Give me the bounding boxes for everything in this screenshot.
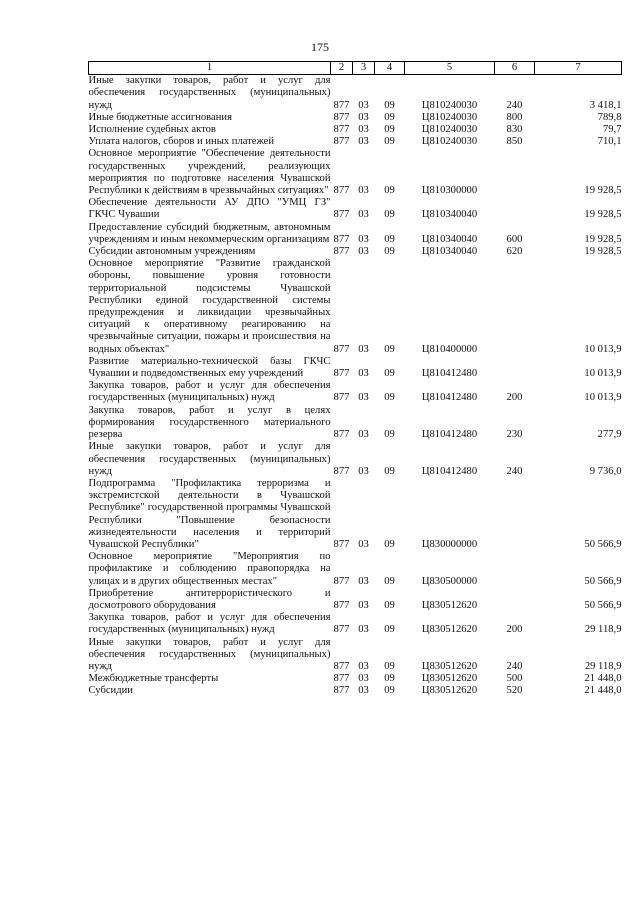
subsection-code: 09 [384, 465, 395, 477]
subsection-code: 09 [384, 624, 395, 636]
section-code: 03 [358, 233, 369, 245]
expense-type-code [495, 588, 535, 612]
expense-type-code [495, 551, 535, 588]
subsection-code: 09 [384, 136, 395, 148]
section-code: 03 [358, 429, 369, 441]
table-row [89, 441, 622, 478]
target-article-code: Ц810412480 [421, 368, 478, 380]
header-col-3: 3 [353, 62, 375, 75]
section-code: 03 [358, 673, 369, 685]
expense-type-code: 520 [506, 685, 523, 697]
target-article-code: Ц810340040 [421, 233, 478, 245]
table-row [89, 673, 622, 685]
target-article-code: Ц830512620 [421, 624, 478, 636]
section-code: 03 [358, 246, 369, 258]
target-article-code: Ц810240030 [421, 136, 478, 148]
section-code: 03 [358, 99, 369, 111]
table-row [89, 612, 622, 636]
amount: 50 566,9 [584, 575, 622, 587]
row-name: Иные закупки товаров, работ и услуг для обеспечения государственных (муниципальных) нужд [88, 75, 331, 111]
amount: 10 013,9 [584, 368, 622, 380]
header-col-7: 7 [535, 62, 622, 75]
row-name: Иные закупки товаров, работ и услуг для обеспечения государственных (муниципальных) нужд [88, 441, 331, 477]
table-row [89, 478, 622, 551]
table-row [89, 136, 622, 148]
ministry-code: 877 [333, 368, 350, 380]
table-row [89, 405, 622, 442]
amount: 3 418,1 [589, 99, 622, 111]
subsection-code: 09 [384, 599, 395, 611]
table-row [89, 75, 622, 112]
amount: 9 736,0 [589, 465, 622, 477]
ministry-code: 877 [333, 575, 350, 587]
expense-type-code: 600 [506, 233, 523, 245]
expense-type-code: 800 [506, 111, 523, 123]
expense-type-code: 500 [506, 673, 523, 685]
target-article-code: Ц810412480 [421, 465, 478, 477]
section-code: 03 [358, 209, 369, 221]
section-code: 03 [358, 685, 369, 697]
table-row [89, 258, 622, 356]
target-article-code: Ц810240030 [421, 124, 478, 136]
table-header [89, 62, 622, 75]
ministry-code: 877 [333, 99, 350, 111]
ministry-code: 877 [333, 209, 350, 221]
section-code: 03 [358, 136, 369, 148]
header-col-2: 2 [331, 62, 353, 75]
target-article-code: Ц810300000 [421, 185, 478, 197]
row-name: Закупка товаров, работ и услуг для обеспечения государственных (муниципальных) нужд [88, 612, 331, 636]
expense-type-code: 240 [506, 660, 523, 672]
table-row [89, 124, 622, 136]
header-col-5: 5 [405, 62, 495, 75]
ministry-code: 877 [333, 685, 350, 697]
header-col-6: 6 [495, 62, 535, 75]
table-body [89, 75, 622, 698]
row-name: Обеспечение деятельности АУ ДПО "УМЦ ГЗ" ГКЧС Чувашии [88, 197, 331, 221]
subsection-code: 09 [384, 233, 395, 245]
table-row [89, 112, 622, 124]
target-article-code: Ц810412480 [421, 392, 478, 404]
section-code: 03 [358, 575, 369, 587]
subsection-code: 09 [384, 99, 395, 111]
target-article-code: Ц830512620 [421, 673, 478, 685]
subsection-code: 09 [384, 660, 395, 672]
ministry-code: 877 [333, 136, 350, 148]
table-row [89, 222, 622, 246]
ministry-code: 877 [333, 111, 350, 123]
target-article-code: Ц810400000 [421, 343, 478, 355]
amount: 10 013,9 [584, 392, 622, 404]
expense-type-code: 830 [506, 124, 523, 136]
subsection-code: 09 [384, 429, 395, 441]
table-row [89, 551, 622, 588]
expense-type-code [495, 197, 535, 221]
subsection-code: 09 [384, 685, 395, 697]
expense-type-code [495, 148, 535, 197]
row-name: Иные закупки товаров, работ и услуг для обеспечения государственных (муниципальных) нужд [88, 636, 331, 672]
section-code: 03 [358, 368, 369, 380]
row-name: Исполнение судебных актов [88, 124, 216, 136]
amount: 21 448,0 [584, 673, 622, 685]
subsection-code: 09 [384, 392, 395, 404]
ministry-code: 877 [333, 392, 350, 404]
row-name: Уплата налогов, сборов и иных платежей [88, 136, 275, 148]
ministry-code: 877 [333, 538, 350, 550]
table-row [89, 588, 622, 612]
row-name: Подпрограмма "Профилактика терроризма и экстремистской деятельности в Чувашской Республике" государственной программы Чувашской Республики "Повышение безопасности жизнедеятельности населения и территорий Чувашской Республики" [88, 477, 331, 550]
table-row [89, 637, 622, 674]
subsection-code: 09 [384, 246, 395, 258]
section-code: 03 [358, 392, 369, 404]
expense-type-code: 240 [506, 99, 523, 111]
header-col-4: 4 [375, 62, 405, 75]
ministry-code: 877 [333, 624, 350, 636]
table-row [89, 356, 622, 380]
amount: 29 118,9 [584, 624, 622, 636]
target-article-code: Ц830512620 [421, 685, 478, 697]
section-code: 03 [358, 111, 369, 123]
expense-type-code: 200 [506, 392, 523, 404]
section-code: 03 [358, 185, 369, 197]
ministry-code: 877 [333, 124, 350, 136]
section-code: 03 [358, 660, 369, 672]
amount: 50 566,9 [584, 599, 622, 611]
row-name: Приобретение антитеррористического и досмотрового оборудования [88, 587, 331, 611]
expense-type-code: 240 [506, 465, 523, 477]
subsection-code: 09 [384, 368, 395, 380]
expense-type-code: 230 [506, 429, 523, 441]
amount: 29 118,9 [584, 660, 622, 672]
subsection-code: 09 [384, 124, 395, 136]
target-article-code: Ц810340040 [421, 209, 478, 221]
amount: 710,1 [597, 136, 622, 148]
table-row [89, 380, 622, 404]
expense-type-code [495, 478, 535, 551]
amount: 19 928,5 [584, 185, 622, 197]
ministry-code: 877 [333, 465, 350, 477]
header-row [89, 62, 622, 75]
amount: 277,9 [597, 429, 622, 441]
row-name: Основное мероприятие "Обеспечение деятельности государственных учреждений, реализующих мероприятия по подготовке населения Чувашской Республики к действиям в чрезвычайных ситуациях" [88, 148, 331, 197]
ministry-code: 877 [333, 429, 350, 441]
expense-type-code: 620 [506, 246, 523, 258]
amount: 19 928,5 [584, 233, 622, 245]
amount: 79,7 [602, 124, 622, 136]
section-code: 03 [358, 124, 369, 136]
ministry-code: 877 [333, 673, 350, 685]
ministry-code: 877 [333, 233, 350, 245]
amount: 19 928,5 [584, 209, 622, 221]
expense-type-code: 850 [506, 136, 523, 148]
target-article-code: Ц810340040 [421, 246, 478, 258]
target-article-code: Ц810240030 [421, 111, 478, 123]
ministry-code: 877 [333, 185, 350, 197]
subsection-code: 09 [384, 343, 395, 355]
subsection-code: 09 [384, 538, 395, 550]
ministry-code: 877 [333, 343, 350, 355]
amount: 19 928,5 [584, 246, 622, 258]
row-name: Субсидии автономным учреждениям [88, 246, 256, 258]
row-name: Предоставление субсидий бюджетным, автономным учреждениям и иным некоммерческим организациям [88, 221, 331, 245]
subsection-code: 09 [384, 185, 395, 197]
amount: 789,8 [597, 111, 622, 123]
amount: 21 448,0 [584, 685, 622, 697]
target-article-code: Ц830512620 [421, 660, 478, 672]
section-code: 03 [358, 624, 369, 636]
header-col-1: 1 [89, 62, 331, 75]
row-name: Основное мероприятие "Мероприятия по профилактике и соблюдению правопорядка на улицах и в других общественных местах" [88, 551, 331, 587]
expense-type-code [495, 356, 535, 380]
table-row [89, 685, 622, 697]
amount: 10 013,9 [584, 343, 622, 355]
subsection-code: 09 [384, 209, 395, 221]
row-name: Субсидии [88, 685, 133, 697]
expense-type-code [495, 258, 535, 356]
expense-type-code: 200 [506, 624, 523, 636]
ministry-code: 877 [333, 599, 350, 611]
amount: 50 566,9 [584, 538, 622, 550]
budget-table [88, 61, 622, 698]
section-code: 03 [358, 538, 369, 550]
target-article-code: Ц830512620 [421, 599, 478, 611]
row-name: Закупка товаров, работ и услуг для обеспечения государственных (муниципальных) нужд [88, 380, 331, 404]
subsection-code: 09 [384, 673, 395, 685]
subsection-code: 09 [384, 575, 395, 587]
page-number: 175 [311, 40, 329, 54]
row-name: Развитие материально-технической базы ГКЧС Чувашии и подведомственных ему учреждений [88, 355, 331, 380]
subsection-code: 09 [384, 111, 395, 123]
table-row [89, 197, 622, 221]
table-row [89, 148, 622, 197]
section-code: 03 [358, 599, 369, 611]
section-code: 03 [358, 465, 369, 477]
target-article-code: Ц810412480 [421, 429, 478, 441]
row-name: Основное мероприятие "Развитие гражданской обороны, повышение уровня готовности территориальной подсистемы Чувашской Республики единой государственной системы предупреждения и ликвидации чрезвычайных ситуаций к оперативному реагированию на чрезвычайные ситуации, пожары и происшествия на водных объектах" [88, 258, 331, 355]
target-article-code: Ц830000000 [421, 538, 478, 550]
section-code: 03 [358, 343, 369, 355]
ministry-code: 877 [333, 246, 350, 258]
target-article-code: Ц810240030 [421, 99, 478, 111]
row-name: Иные бюджетные ассигнования [88, 111, 232, 123]
row-name: Межбюджетные трансферты [88, 673, 219, 685]
ministry-code: 877 [333, 660, 350, 672]
table-row [89, 246, 622, 258]
row-name: Закупка товаров, работ и услуг в целях формирования государственного материального резерва [88, 404, 331, 441]
target-article-code: Ц830500000 [421, 575, 478, 587]
